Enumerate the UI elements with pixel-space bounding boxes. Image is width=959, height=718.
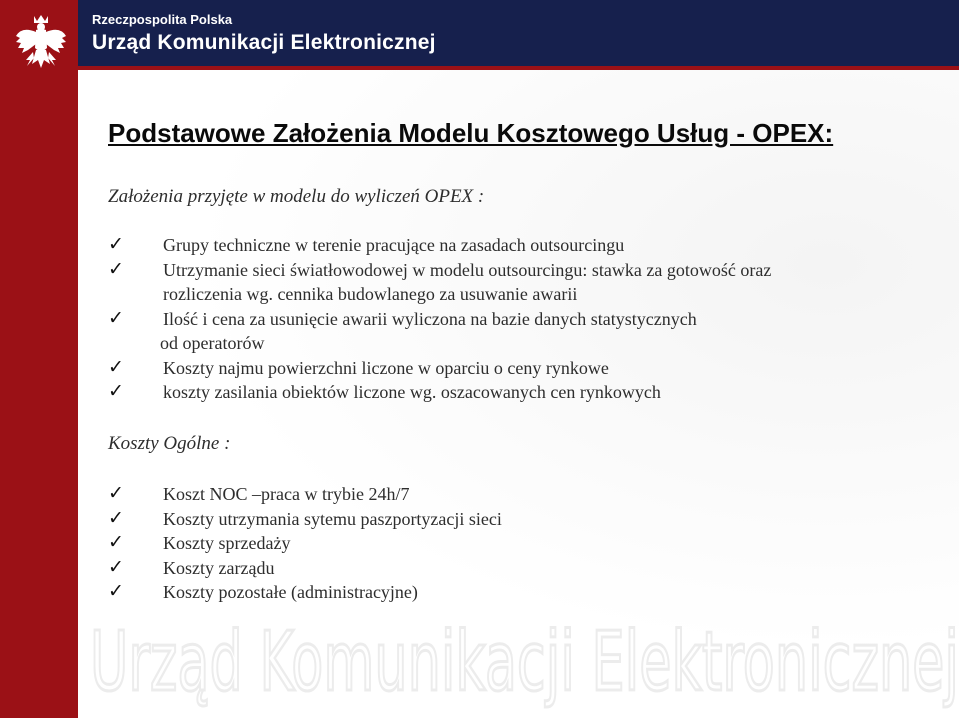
list-item: ✓ Ilość i cena za usunięcie awarii wyliczona na bazie danych statystycznych <box>108 307 771 332</box>
general-costs-list <box>108 482 502 605</box>
section-heading-general-costs: Koszty Ogólne : <box>108 433 231 454</box>
eagle-emblem-icon <box>14 12 68 78</box>
slide-title: Podstawowe Założenia Modelu Kosztowego Usług - OPEX: <box>108 118 834 148</box>
check-icon: ✓ <box>108 532 124 553</box>
check-icon: ✓ <box>108 307 124 329</box>
header-subtitle: Rzeczpospolita Polska <box>92 12 233 27</box>
list-item: ✓ Koszty sprzedaży <box>108 531 502 556</box>
header-title: Urząd Komunikacji Elektronicznej <box>92 31 436 54</box>
check-icon: ✓ <box>108 581 124 602</box>
list-item: ✓ Koszty utrzymania sytemu paszportyzacji sieci <box>108 507 502 532</box>
check-icon: ✓ <box>108 356 124 378</box>
left-brand-bar <box>0 0 78 718</box>
watermark-logo <box>90 610 959 718</box>
watermark-text: Urząd Komunikacji Elektronicznej <box>90 615 959 710</box>
list-item: ✓ Koszty zarządu <box>108 556 502 581</box>
list-item: ✓ Koszty najmu powierzchni liczone w oparciu o ceny rynkowe <box>108 356 771 381</box>
check-icon: ✓ <box>108 258 124 280</box>
list-item: ✓ Koszty pozostałe (administracyjne) <box>108 580 502 605</box>
list-item-continuation: rozliczenia wg. cennika budowlanego za usuwanie awarii <box>163 284 578 304</box>
list-item: ✓ koszty zasilania obiektów liczone wg. oszacowanych cen rynkowych <box>108 380 771 405</box>
list-item-continuation: od operatorów <box>160 333 265 353</box>
section-heading-opex: Założenia przyjęte w modelu do wyliczeń OPEX : <box>108 186 485 207</box>
check-icon: ✓ <box>108 234 124 255</box>
check-icon: ✓ <box>108 507 124 529</box>
check-icon: ✓ <box>108 556 124 578</box>
header-banner <box>78 0 959 66</box>
list-item: ✓ Utrzymanie sieci światłowodowej w modelu outsourcingu: stawka za gotowość oraz <box>108 258 771 283</box>
opex-assumptions-list <box>108 233 771 405</box>
list-item: ✓ Koszt NOC –praca w trybie 24h/7 <box>108 482 502 507</box>
list-item: ✓ Grupy techniczne w terenie pracujące na zasadach outsourcingu <box>108 233 771 258</box>
check-icon: ✓ <box>108 483 124 504</box>
check-icon: ✓ <box>108 381 124 402</box>
